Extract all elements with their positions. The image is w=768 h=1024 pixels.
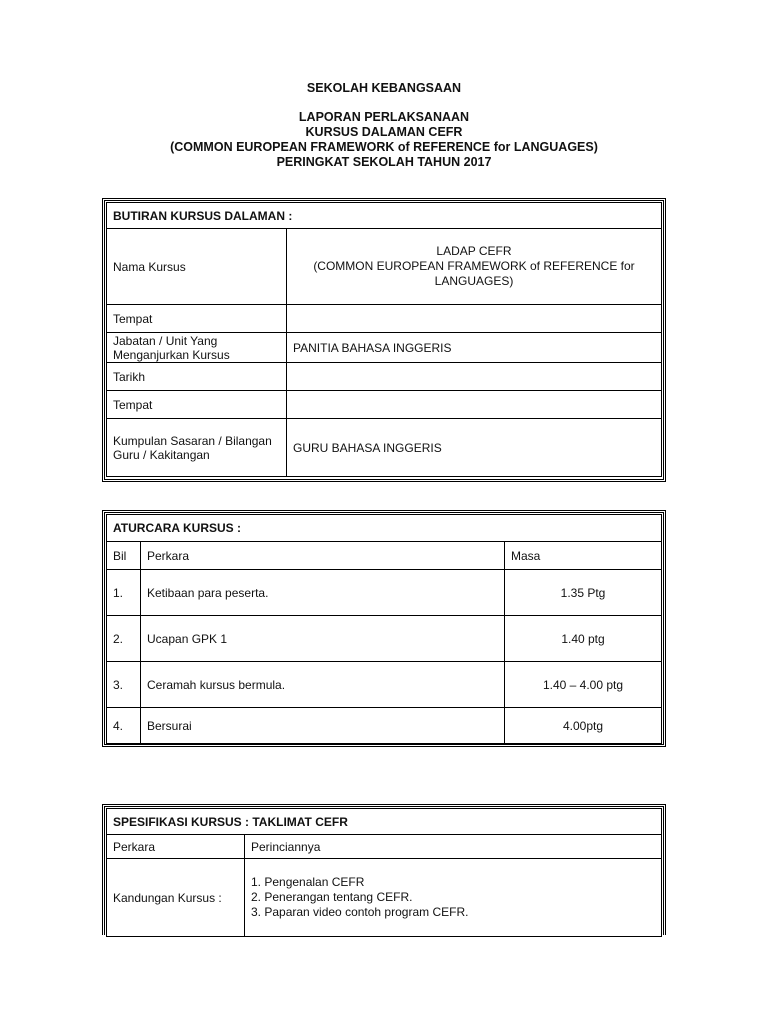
row-value-tarikh xyxy=(287,363,662,391)
row-value-tempat-1 xyxy=(287,305,662,333)
row-label-nama-kursus: Nama Kursus xyxy=(107,229,287,305)
col-header-masa: Masa xyxy=(505,542,662,570)
row-value-kandungan xyxy=(245,859,662,937)
table-row xyxy=(107,570,662,616)
row-label-kumpulan-sasaran: Kumpulan Sasaran / Bilangan Guru / Kakitangan xyxy=(107,419,287,477)
aturcara-kursus-box xyxy=(102,510,666,747)
col-header-perinciannya: Perinciannya xyxy=(245,835,662,859)
row-label-tarikh: Tarikh xyxy=(107,363,287,391)
masa-cell: 1.35 Ptg xyxy=(505,570,662,616)
report-title-line-1: LAPORAN PERLAKSANAAN xyxy=(298,110,470,124)
report-title xyxy=(0,110,768,170)
spesifikasi-table xyxy=(106,808,662,937)
nama-kursus-line-2: (COMMON EUROPEAN FRAMEWORK of REFERENCE for xyxy=(313,259,635,273)
bil-cell: 1. xyxy=(107,570,141,616)
bil-cell: 2. xyxy=(107,616,141,662)
spesifikasi-kursus-box xyxy=(102,804,666,935)
row-label-tempat-2: Tempat xyxy=(107,391,287,419)
butiran-kursus-table xyxy=(106,202,662,477)
row-value-nama-kursus xyxy=(287,229,662,305)
table-row xyxy=(107,708,662,744)
row-label-tempat-1: Tempat xyxy=(107,305,287,333)
perkara-cell: Ucapan GPK 1 xyxy=(141,616,505,662)
masa-cell: 4.00ptg xyxy=(505,708,662,744)
aturcara-table xyxy=(106,514,662,744)
col-header-perkara: Perkara xyxy=(141,542,505,570)
report-title-line-4: PERINGKAT SEKOLAH TAHUN 2017 xyxy=(276,155,492,169)
spesifikasi-title: SPESIFIKASI KURSUS : TAKLIMAT CEFR xyxy=(107,809,662,835)
table-row xyxy=(107,662,662,708)
report-title-line-3: (COMMON EUROPEAN FRAMEWORK of REFERENCE for LANGUAGES) xyxy=(170,140,598,154)
butiran-kursus-box xyxy=(102,198,666,482)
masa-cell: 1.40 – 4.00 ptg xyxy=(505,662,662,708)
butiran-title: BUTIRAN KURSUS DALAMAN : xyxy=(107,203,662,229)
row-label-jabatan: Jabatan / Unit Yang Menganjurkan Kursus xyxy=(107,333,287,363)
row-label-kandungan: Kandungan Kursus : xyxy=(107,859,245,937)
col-header-perkara: Perkara xyxy=(107,835,245,859)
bil-cell: 4. xyxy=(107,708,141,744)
perkara-cell: Ceramah kursus bermula. xyxy=(141,662,505,708)
list-item: 2. Penerangan tentang CEFR. xyxy=(251,890,413,904)
row-value-tempat-2 xyxy=(287,391,662,419)
report-title-line-2: KURSUS DALAMAN CEFR xyxy=(305,125,463,139)
bil-cell: 3. xyxy=(107,662,141,708)
list-item: 1. Pengenalan CEFR xyxy=(251,875,365,889)
row-value-jabatan: PANITIA BAHASA INGGERIS xyxy=(287,333,662,363)
nama-kursus-line-1: LADAP CEFR xyxy=(436,244,512,258)
perkara-cell: Ketibaan para peserta. xyxy=(141,570,505,616)
aturcara-title: ATURCARA KURSUS : xyxy=(107,515,662,542)
nama-kursus-line-3: LANGUAGES) xyxy=(434,274,514,288)
row-value-kumpulan-sasaran: GURU BAHASA INGGERIS xyxy=(287,419,662,477)
perkara-cell: Bersurai xyxy=(141,708,505,744)
list-item: 3. Paparan video contoh program CEFR. xyxy=(251,905,469,919)
col-header-bil: Bil xyxy=(107,542,141,570)
masa-cell: 1.40 ptg xyxy=(505,616,662,662)
table-row xyxy=(107,616,662,662)
school-name: SEKOLAH KEBANGSAAN xyxy=(306,81,462,95)
